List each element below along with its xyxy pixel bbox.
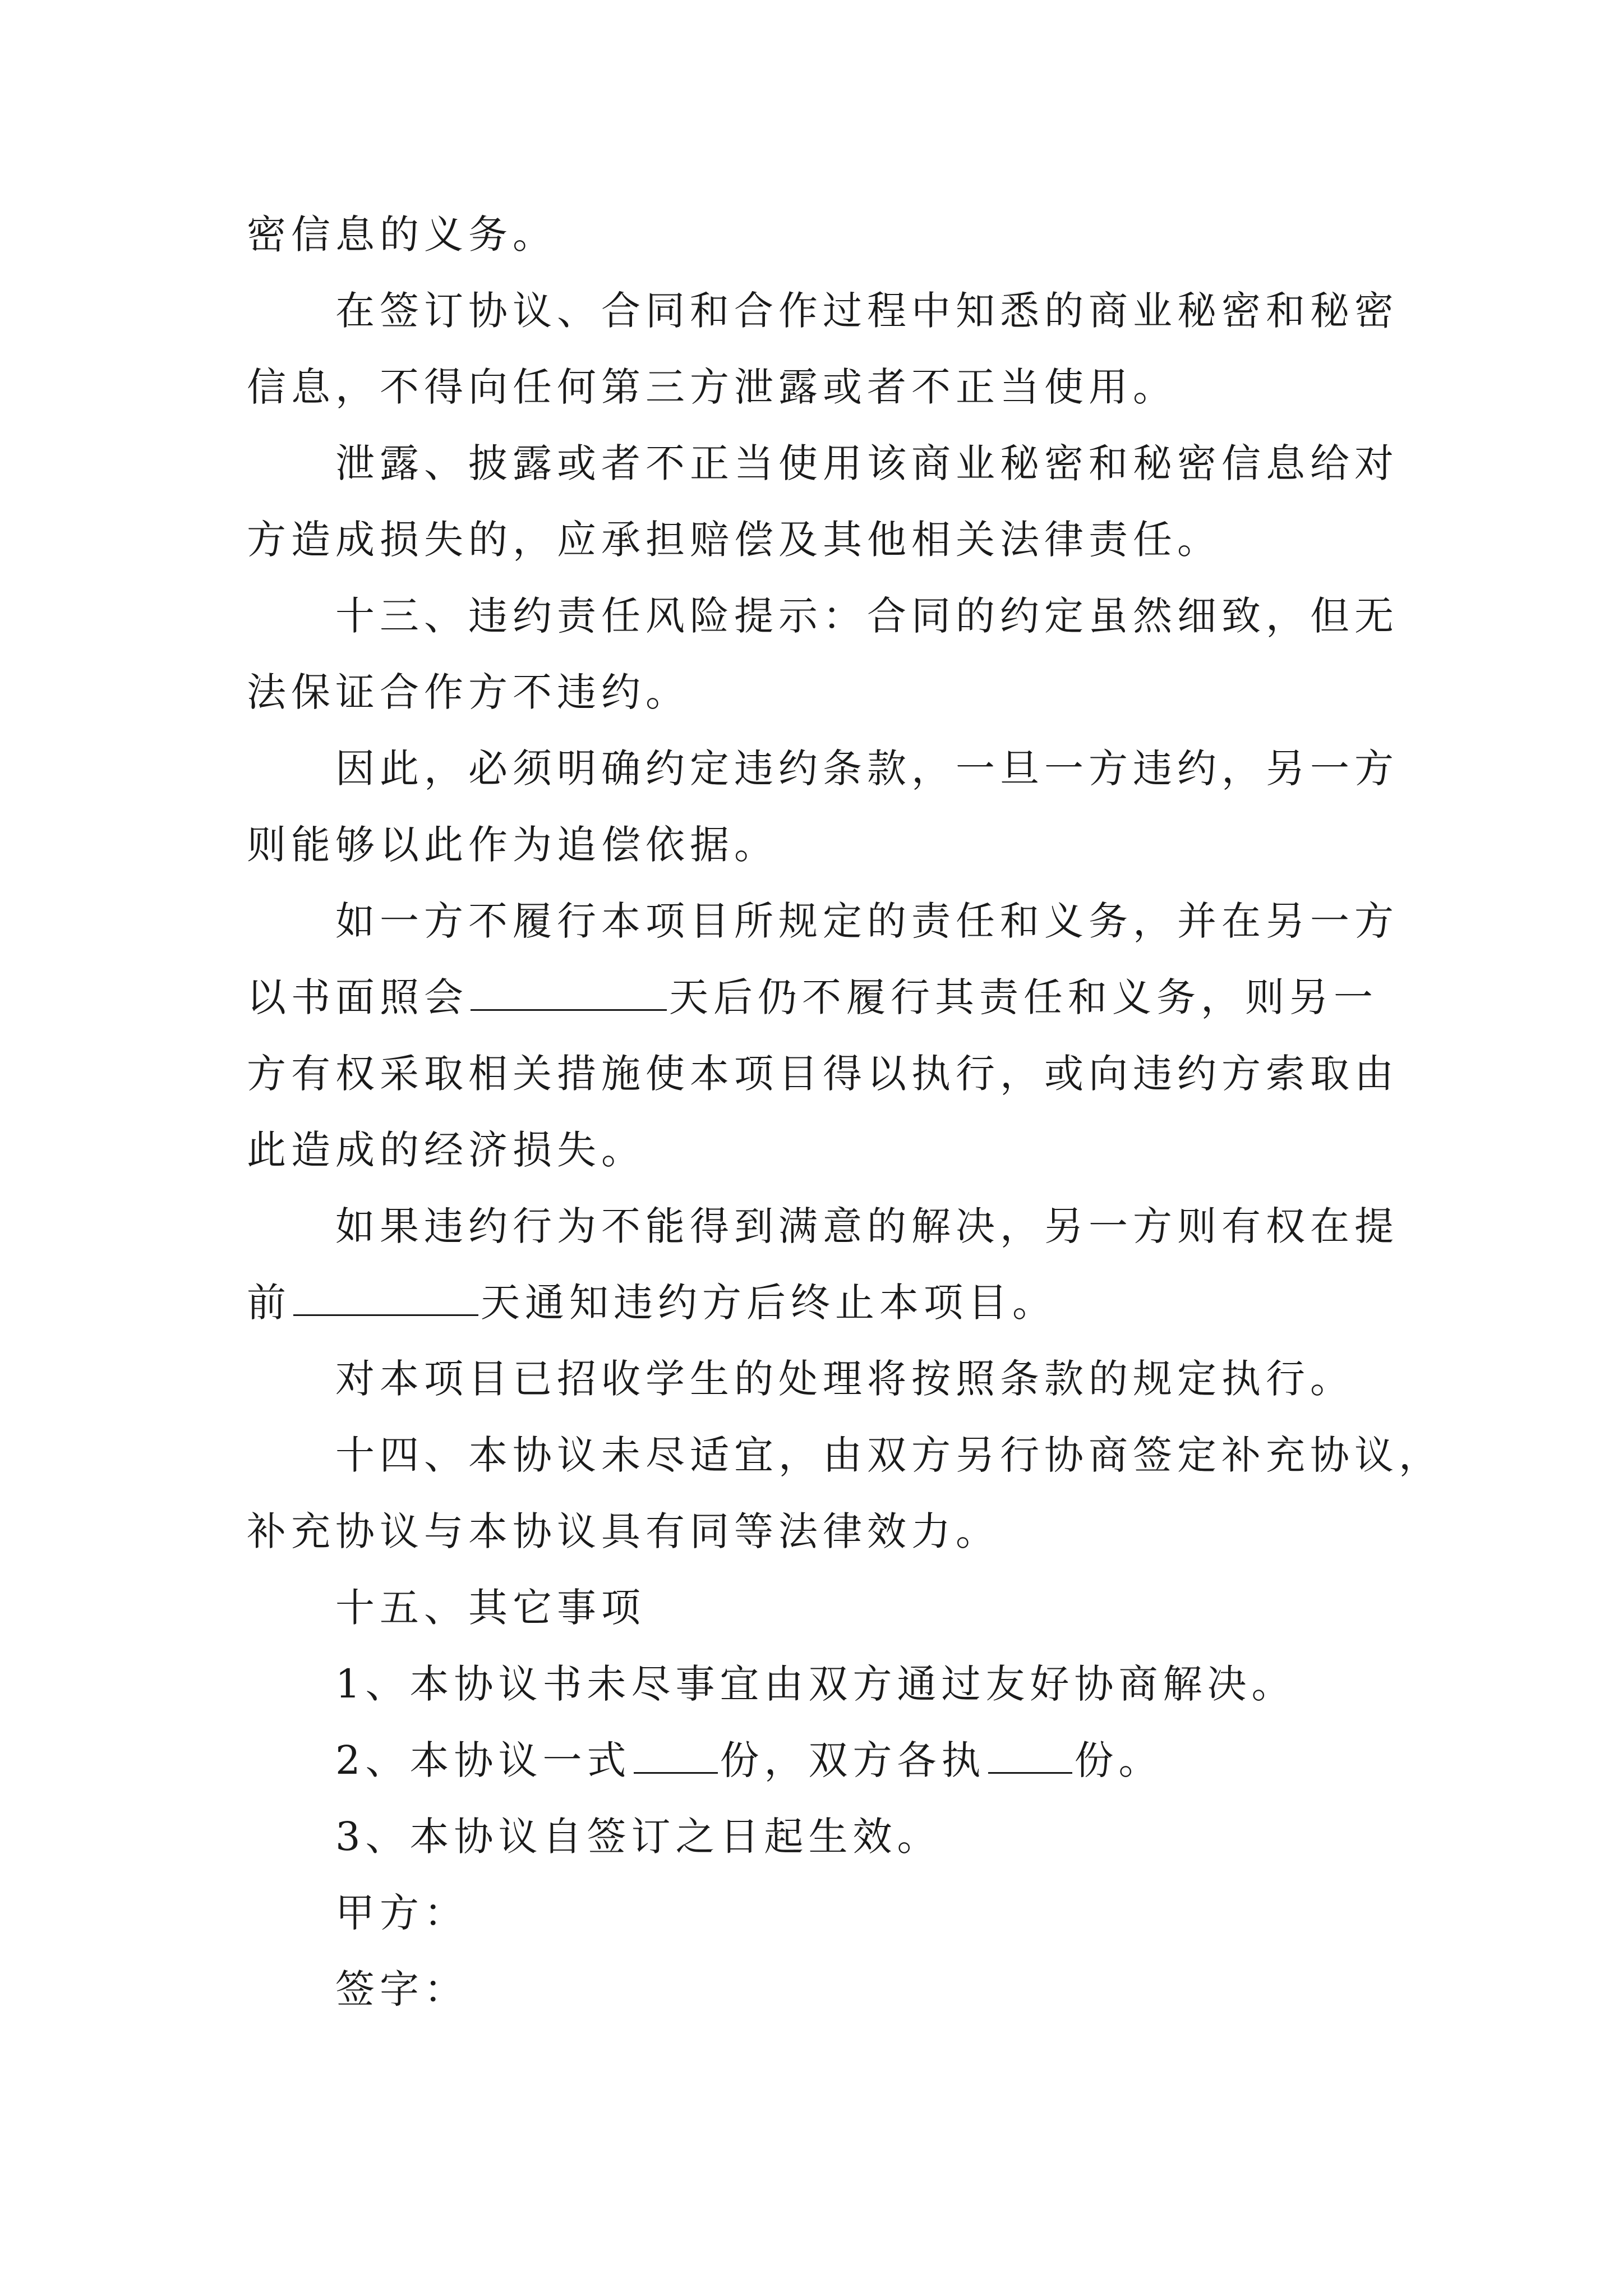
text-segment: 天后仍不履行其责任和义务，则另一 (669, 974, 1378, 1020)
text-line: 3、本协议自签订之日起生效。 (335, 1814, 942, 1860)
party-a-label: 甲方： (335, 1890, 468, 1936)
text-line: 信息，不得向任何第三方泄露或者不正当使用。 (247, 364, 1177, 410)
signature-label: 签字： (335, 1966, 468, 2012)
text-line: 密信息的义务。 (247, 211, 557, 257)
text-line: 补充协议与本协议具有同等法律效力。 (247, 1508, 1000, 1554)
document-body (247, 196, 1443, 2027)
text-segment: 2、本协议一式 (335, 1737, 631, 1783)
fill-in-blank (471, 974, 667, 1011)
text-line: 因此，必须明确约定违约条款，一旦一方违约，另一方 (335, 746, 1399, 792)
text-line: 方有权采取相关措施使本项目得以执行，或向违约方索取由 (247, 1051, 1399, 1097)
text-line: 方造成损失的，应承担赔偿及其他相关法律责任。 (247, 517, 1221, 563)
text-line: 则能够以此作为追偿依据。 (247, 822, 778, 868)
text-line: 1、本协议书未尽事宜由双方通过友好协商解决。 (335, 1661, 1296, 1707)
fill-in-blank (634, 1737, 718, 1774)
text-segment: 以书面照会 (247, 974, 468, 1020)
text-line: 如一方不履行本项目所规定的责任和义务，并在另一方 (335, 898, 1399, 944)
text-line: 在签订协议、合同和合作过程中知悉的商业秘密和秘密 (335, 288, 1399, 334)
section-heading: 十五、其它事项 (335, 1585, 645, 1631)
text-line-with-blank (247, 1722, 1385, 1798)
text-line: 十三、违约责任风险提示：合同的约定虽然细致，但无 (335, 593, 1399, 639)
fill-in-blank (988, 1737, 1072, 1774)
text-line: 如果违约行为不能得到满意的解决，另一方则有权在提 (335, 1203, 1399, 1249)
text-line: 泄露、披露或者不正当使用该商业秘密和秘密信息给对 (335, 440, 1399, 486)
text-line: 对本项目已招收学生的处理将按照条款的规定执行。 (335, 1356, 1354, 1402)
text-line-with-blank (247, 1264, 1385, 1341)
text-line-with-blank (247, 959, 1385, 1036)
text-segment: 前 (247, 1280, 291, 1326)
text-segment: 份。 (1074, 1737, 1163, 1783)
text-line: 法保证合作方不违约。 (247, 669, 690, 715)
text-segment: 天通知违约方后终止本项目。 (481, 1280, 1057, 1326)
text-line: 十四、本协议未尽适宜，由双方另行协商签定补充协议， (335, 1432, 1443, 1478)
fill-in-blank (293, 1280, 478, 1316)
text-line: 此造成的经济损失。 (247, 1127, 645, 1173)
text-segment: 份，双方各执 (720, 1737, 986, 1783)
